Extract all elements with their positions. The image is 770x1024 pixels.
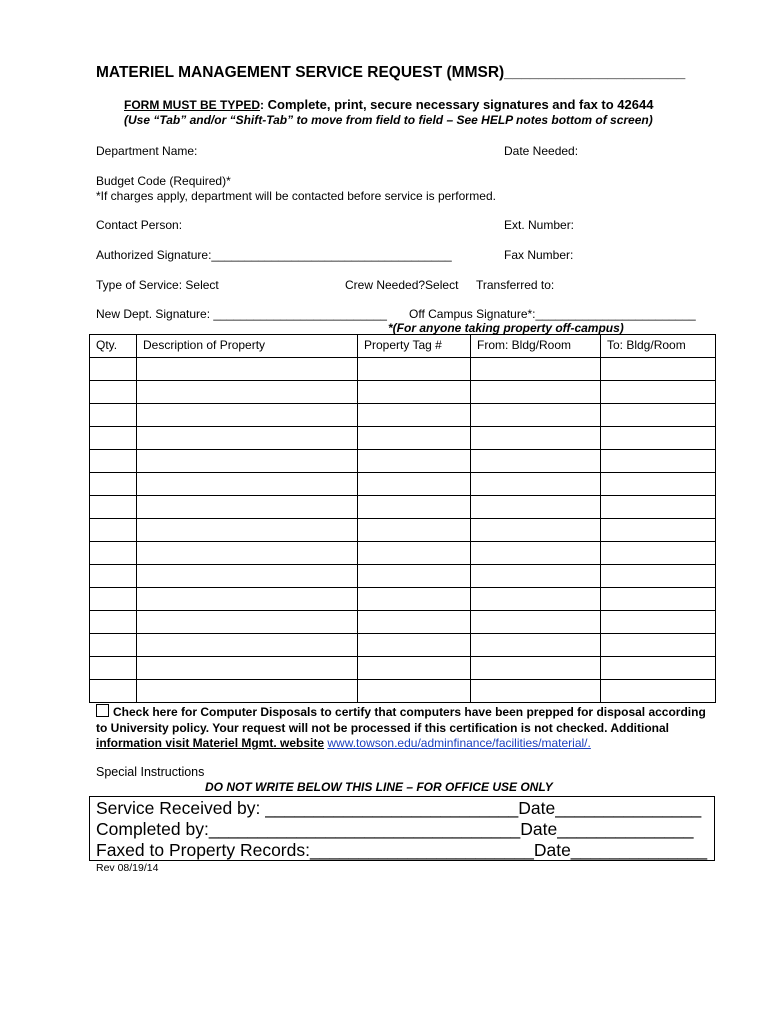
date-needed-field[interactable]: Date Needed: — [504, 144, 579, 158]
from-cell[interactable] — [471, 542, 601, 565]
materiel-website-label: information visit Materiel Mgmt. website — [96, 736, 325, 750]
to-cell[interactable] — [601, 680, 716, 703]
table-row — [90, 657, 716, 680]
description-cell[interactable] — [137, 381, 358, 404]
description-cell[interactable] — [137, 611, 358, 634]
to-cell[interactable] — [601, 473, 716, 496]
description-cell[interactable] — [137, 519, 358, 542]
to-cell[interactable] — [601, 358, 716, 381]
description-cell[interactable] — [137, 404, 358, 427]
description-cell[interactable] — [137, 634, 358, 657]
description-cell[interactable] — [137, 565, 358, 588]
charges-note: *If charges apply, department will be contacted before service is performed. — [96, 189, 496, 203]
budget-code-field[interactable]: Budget Code (Required)* — [96, 174, 231, 188]
qty-cell[interactable] — [90, 542, 137, 565]
from-cell[interactable] — [471, 565, 601, 588]
crew-needed-field — [345, 278, 458, 292]
property-table — [89, 334, 716, 703]
off-campus-note: *(For anyone taking property off-campus) — [388, 321, 624, 335]
office-use-box — [89, 796, 715, 861]
service-received-line: Service Received by: __________________________Date_______________ — [96, 798, 702, 818]
property-tag-cell[interactable] — [358, 542, 471, 565]
form-title: MATERIEL MANAGEMENT SERVICE REQUEST (MMSR)_____________________ — [96, 64, 686, 81]
from-cell[interactable] — [471, 404, 601, 427]
table-header-row — [90, 335, 716, 358]
table-row — [90, 358, 716, 381]
table-row — [90, 611, 716, 634]
to-cell[interactable] — [601, 427, 716, 450]
qty-cell[interactable] — [90, 611, 137, 634]
qty-cell[interactable] — [90, 680, 137, 703]
to-cell[interactable] — [601, 381, 716, 404]
property-tag-cell[interactable] — [358, 358, 471, 381]
qty-header: Qty. — [90, 335, 137, 358]
property-tag-cell[interactable] — [358, 404, 471, 427]
from-cell[interactable] — [471, 588, 601, 611]
table-row — [90, 404, 716, 427]
qty-cell[interactable] — [90, 588, 137, 611]
qty-cell[interactable] — [90, 519, 137, 542]
from-cell[interactable] — [471, 611, 601, 634]
description-cell[interactable] — [137, 496, 358, 519]
qty-cell[interactable] — [90, 496, 137, 519]
computer-disposal-certification — [96, 704, 716, 752]
to-cell[interactable] — [601, 588, 716, 611]
property-tag-cell[interactable] — [358, 427, 471, 450]
property-tag-cell[interactable] — [358, 450, 471, 473]
from-cell[interactable] — [471, 496, 601, 519]
new-dept-signature-field[interactable]: New Dept. Signature: __________________________ — [96, 307, 387, 321]
description-cell[interactable] — [137, 542, 358, 565]
description-cell[interactable] — [137, 450, 358, 473]
revision-date: Rev 08/19/14 — [96, 862, 159, 874]
from-cell[interactable] — [471, 634, 601, 657]
from-cell[interactable] — [471, 427, 601, 450]
instruction-colon: : — [260, 98, 265, 112]
description-cell[interactable] — [137, 358, 358, 381]
ext-number-field[interactable]: Ext. Number: — [504, 218, 575, 232]
from-cell[interactable] — [471, 519, 601, 542]
description-cell[interactable] — [137, 680, 358, 703]
transferred-to-field[interactable]: Transferred to: — [476, 278, 555, 292]
off-campus-signature-field[interactable]: Off Campus Signature*:________________________ — [409, 307, 696, 321]
special-instructions-field[interactable]: Special Instructions — [96, 765, 205, 779]
to-cell[interactable] — [601, 519, 716, 542]
qty-cell[interactable] — [90, 634, 137, 657]
table-row — [90, 496, 716, 519]
faxed-to-property-line: Faxed to Property Records:_______________________Date______________ — [96, 840, 708, 860]
type-of-service-select[interactable]: Select — [185, 278, 219, 292]
type-of-service-field — [96, 278, 219, 292]
to-cell[interactable] — [601, 450, 716, 473]
property-tag-cell[interactable] — [358, 634, 471, 657]
disposal-checkbox[interactable] — [96, 704, 109, 717]
to-cell[interactable] — [601, 611, 716, 634]
property-tag-cell[interactable] — [358, 519, 471, 542]
property-tag-cell[interactable] — [358, 657, 471, 680]
table-row — [90, 519, 716, 542]
completed-by-line: Completed by:________________________________Date______________ — [96, 819, 694, 839]
description-cell[interactable] — [137, 588, 358, 611]
office-use-only-notice: DO NOT WRITE BELOW THIS LINE – FOR OFFICE USE ONLY — [205, 780, 553, 794]
qty-cell[interactable] — [90, 473, 137, 496]
property-tag-cell[interactable] — [358, 496, 471, 519]
materiel-website-link[interactable]: www.towson.edu/adminfinance/facilities/material/. — [327, 736, 591, 750]
table-row — [90, 565, 716, 588]
tab-hint: (Use “Tab” and/or “Shift-Tab” to move from field to field – See HELP notes bottom of screen) — [124, 113, 653, 127]
to-cell[interactable] — [601, 634, 716, 657]
qty-cell[interactable] — [90, 565, 137, 588]
property-tag-cell[interactable] — [358, 473, 471, 496]
property-table-body — [90, 358, 716, 703]
description-cell[interactable] — [137, 427, 358, 450]
instruction-rest: Complete, print, secure necessary signatures and fax to 42644 — [264, 97, 654, 112]
to-cell[interactable] — [601, 542, 716, 565]
table-row — [90, 450, 716, 473]
authorized-signature-field[interactable]: Authorized Signature:____________________________________ — [96, 248, 452, 262]
department-name-field[interactable]: Department Name: — [96, 144, 198, 158]
property-tag-cell[interactable] — [358, 611, 471, 634]
from-cell[interactable] — [471, 473, 601, 496]
table-row — [90, 381, 716, 404]
type-of-service-label: Type of Service: — [96, 278, 183, 292]
qty-cell[interactable] — [90, 381, 137, 404]
description-cell[interactable] — [137, 657, 358, 680]
crew-needed-label: Crew Needed? — [345, 278, 426, 292]
from-cell[interactable] — [471, 381, 601, 404]
from-cell[interactable] — [471, 657, 601, 680]
table-row — [90, 473, 716, 496]
to-cell[interactable] — [601, 565, 716, 588]
property-tag-cell[interactable] — [358, 381, 471, 404]
from-cell[interactable] — [471, 680, 601, 703]
property-tag-cell[interactable] — [358, 565, 471, 588]
property-tag-cell[interactable] — [358, 680, 471, 703]
from-bldg-room-header: From: Bldg/Room — [471, 335, 601, 358]
certification-text: Check here for Computer Disposals to certify that computers have been prepped for disposal according to University policy. Your request will not be processed if this certification is not checked. Additional — [96, 705, 706, 735]
from-cell[interactable] — [471, 450, 601, 473]
contact-person-field[interactable]: Contact Person: — [96, 218, 183, 232]
table-row — [90, 634, 716, 657]
property-tag-header: Property Tag # — [358, 335, 471, 358]
to-cell[interactable] — [601, 496, 716, 519]
qty-cell[interactable] — [90, 657, 137, 680]
description-header: Description of Property — [137, 335, 358, 358]
table-row — [90, 588, 716, 611]
qty-cell[interactable] — [90, 358, 137, 381]
description-cell[interactable] — [137, 473, 358, 496]
must-be-typed-label: FORM MUST BE TYPED — [124, 98, 261, 112]
table-row — [90, 680, 716, 703]
from-cell[interactable] — [471, 358, 601, 381]
qty-cell[interactable] — [90, 427, 137, 450]
typing-instructions — [124, 97, 653, 112]
property-tag-cell[interactable] — [358, 588, 471, 611]
qty-cell[interactable] — [90, 450, 137, 473]
crew-needed-select[interactable]: Select — [425, 278, 459, 292]
to-cell[interactable] — [601, 657, 716, 680]
table-row — [90, 427, 716, 450]
qty-cell[interactable] — [90, 404, 137, 427]
to-cell[interactable] — [601, 404, 716, 427]
table-row — [90, 542, 716, 565]
to-bldg-room-header: To: Bldg/Room — [601, 335, 716, 358]
fax-number-field[interactable]: Fax Number: — [504, 248, 574, 262]
